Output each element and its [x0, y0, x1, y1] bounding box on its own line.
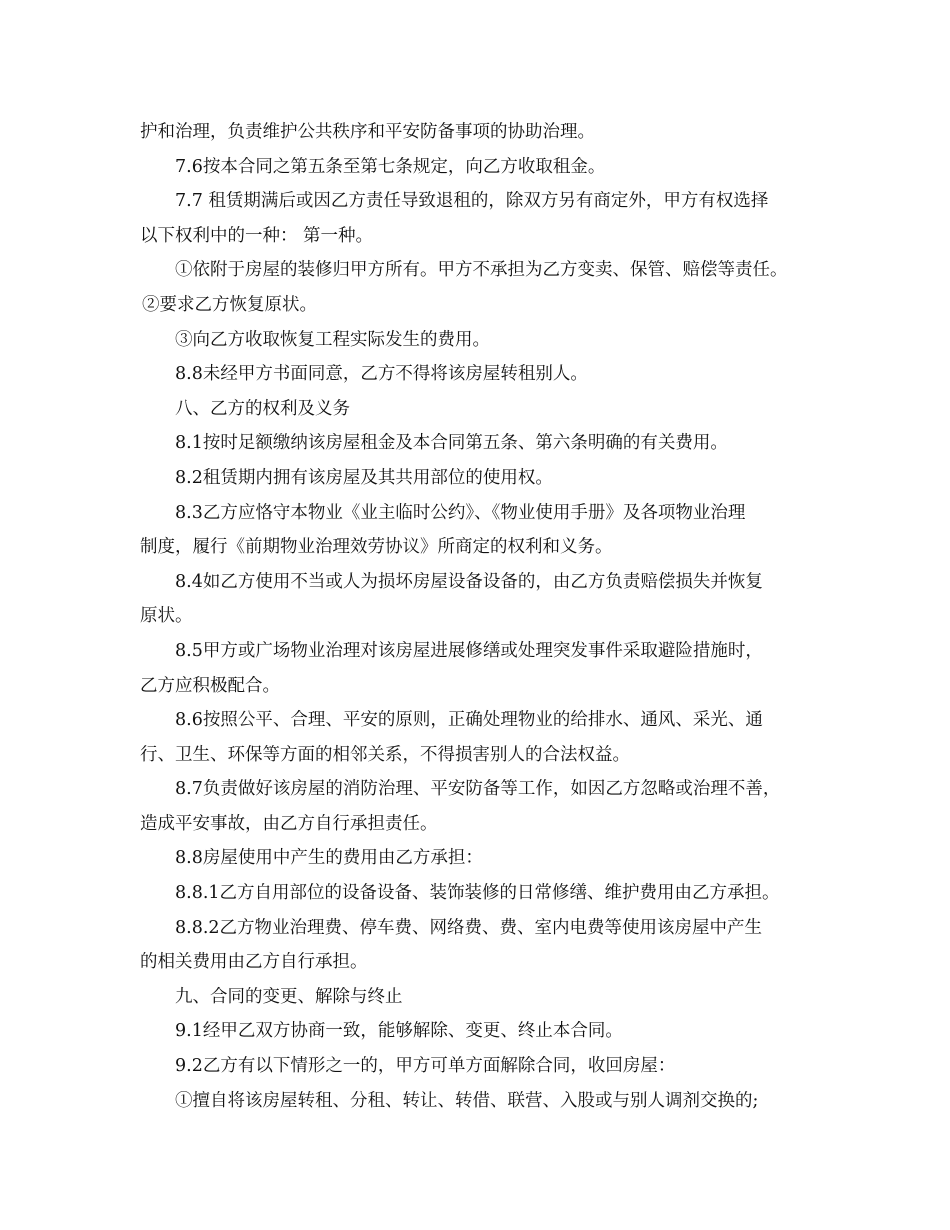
text-line: 8.2租赁期内拥有该房屋及其共用部位的使用权。	[175, 467, 553, 488]
text-line: 7.6按本合同之第五条至第七条规定，向乙方收取租金。	[175, 156, 606, 177]
text-line: 原状。	[140, 606, 193, 627]
text-line: 护和治理，负责维护公共秩序和平安防备事项的协助治理。	[140, 122, 595, 142]
text-line: 行、卫生、环保等方面的相邻关系，不得损害别人的合法权益。	[140, 744, 630, 765]
text-line: 以下权利中的一种： 第一种。	[140, 225, 374, 246]
text-line: ①依附于房屋的装修归甲方所有。甲方不承担为乙方变卖、保管、赔偿等责任。	[175, 260, 788, 281]
text-line: 8.8房屋使用中产生的费用由乙方承担：	[175, 848, 483, 869]
text-line: 9.2乙方有以下情形之一的，甲方可单方面解除合同，收回房屋：	[175, 1056, 676, 1077]
text-line: 的相关费用由乙方自行承担。	[140, 952, 368, 973]
text-line: 8.3乙方应恪守本物业《业主临时公约》、《物业使用手册》及各项物业治理	[175, 502, 746, 523]
text-line: 乙方应积极配合。	[140, 675, 280, 696]
text-line: 8.7负责做好该房屋的消防治理、平安防备等工作，如因乙方忽略或治理不善，	[175, 779, 781, 800]
text-line: 8.5甲方或广场物业治理对该房屋进展修缮或处理突发事件采取避险措施时，	[175, 640, 763, 661]
text-line: 7.7 租赁期满后或因乙方责任导致退租的，除双方另有商定外，甲方有权选择	[175, 191, 769, 212]
document-body	[140, 115, 820, 1118]
text-line: 8.1按时足额缴纳该房屋租金及本合同第五条、第六条明确的有关费用。	[175, 433, 728, 454]
text-line: 造成平安事故，由乙方自行承担责任。	[140, 813, 438, 834]
text-line: 8.8.1乙方自用部位的设备设备、装饰装修的日常修缮、维护费用由乙方承担。	[175, 883, 780, 904]
text-line: 8.8未经甲方书面同意，乙方不得将该房屋转租别人。	[175, 364, 588, 385]
section-heading: 九、合同的变更、解除与终止	[175, 986, 403, 1007]
text-line: 8.8.2乙方物业治理费、停车费、网络费、费、室内电费等使用该房屋中产生	[175, 917, 763, 938]
text-line: 8.6按照公平、合理、平安的原则，正确处理物业的给排水、通风、采光、通	[175, 710, 763, 731]
text-line: 制度，履行《前期物业治理效劳协议》所商定的权利和义务。	[140, 537, 613, 558]
text-line: ①擅自将该房屋转租、分租、转让、转借、联营、入股或与别人调剂交换的;	[175, 1090, 759, 1111]
text-line: 9.1经甲乙双方协商一致，能够解除、变更、终止本合同。	[175, 1021, 623, 1042]
section-heading: 八、乙方的权利及义务	[175, 398, 350, 419]
text-line: ②要求乙方恢复原状。	[142, 294, 317, 315]
text-line: ③向乙方收取恢复工程实际发生的费用。	[175, 329, 490, 350]
text-line: 8.4如乙方使用不当或人为损坏房屋设备设备的，由乙方负责赔偿损失并恢复	[175, 571, 763, 592]
